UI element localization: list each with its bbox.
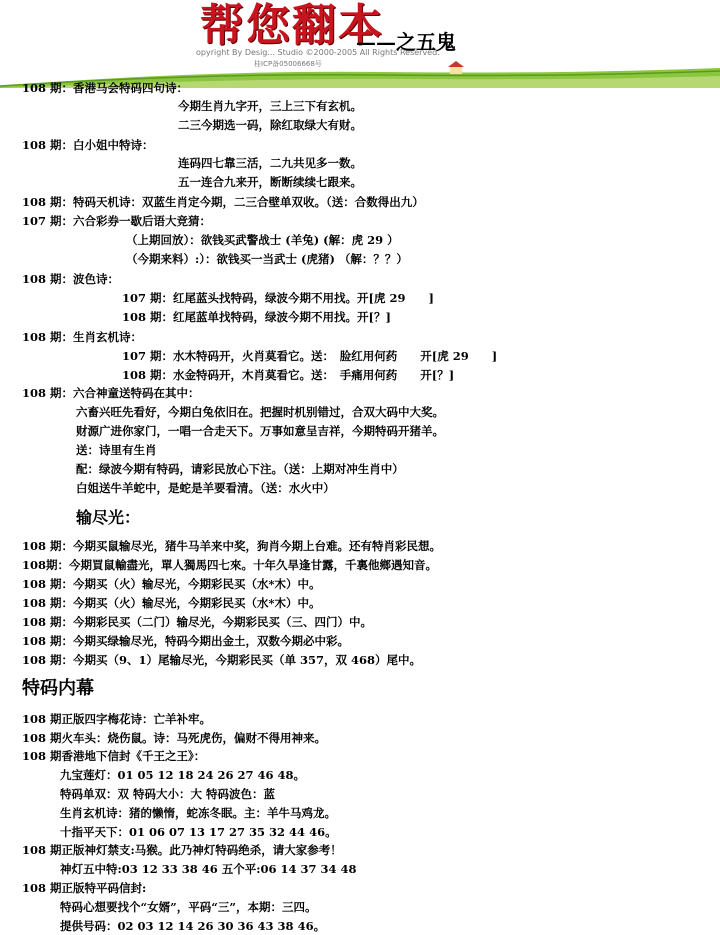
text-line: 108 期正版特平码信封: bbox=[22, 881, 147, 895]
text-line: 108 期正版神灯禁支:马猴。此乃神灯特码绝杀，请大家参考！ bbox=[22, 843, 342, 857]
text-line: 107 期：红尾蓝头找特码，绿波今期不用找。开[虎 29 ] bbox=[122, 291, 434, 305]
text-line: 108 期：六合神童送特码在其中： bbox=[22, 386, 200, 400]
page-title: 帮您翻本 bbox=[200, 0, 384, 51]
text-line: 神灯五中特:03 12 33 38 46 五个平:06 14 37 34 48 bbox=[60, 862, 357, 876]
text-line: 108 期：今期彩民买（二门）输尽光，今期彩民买（三、四门）中。 bbox=[22, 615, 373, 629]
text-line: 108 期：白小姐中特诗： bbox=[22, 138, 154, 152]
page-subtitle: ——之五鬼 bbox=[356, 30, 456, 54]
text-line: 108 期：今期买鼠输尽光，猪牛马羊来中奖，狗肖今期上台难。还有特肖彩民想。 bbox=[22, 539, 442, 553]
text-line: 107 期：六合彩券一歇后语大竞猜： bbox=[22, 214, 212, 228]
text-line: 108 期：红尾蓝单找特码，绿波今期不用找。开[？] bbox=[122, 310, 391, 324]
text-line: 特码心想要找个“女婿”，平码“三”，本期：三四。 bbox=[60, 900, 317, 914]
text-line: 连码四七靠三活，二九共见多一数。 bbox=[178, 156, 362, 170]
text-line: 九宝莲灯：01 05 12 18 24 26 27 46 48。 bbox=[60, 768, 306, 782]
text-line: 六畜兴旺先看好，今期白兔依旧在。把握时机别错过，合双大码中大奖。 bbox=[76, 405, 444, 419]
text-line: 白姐送牛羊蛇中，是蛇是羊要看清。（送：水火中） bbox=[76, 481, 335, 495]
text-line: 今期生肖九字开，三上三下有玄机。 bbox=[178, 99, 362, 113]
icp-number: 桂ICP备05006668号 bbox=[254, 60, 322, 68]
text-line: 财源广进你家门，一唱一合走天下。万事如意呈吉祥，今期特码开猪羊。 bbox=[76, 424, 444, 438]
text-line: 108 期火车头：烧伤鼠。诗：马死虎伤，偏财不得用神来。 bbox=[22, 731, 327, 745]
section-heading-lose-all: 输尽光： bbox=[76, 508, 141, 527]
text-line: 108 期：今期买（9、1）尾输尽光，今期彩民买（单 357，双 468）尾中。 bbox=[22, 653, 422, 667]
text-line: 五一连合九来开，断断续续七跟来。 bbox=[178, 175, 362, 189]
text-line: 108 期：今期买（火）输尽光，今期彩民买（水*木）中。 bbox=[22, 596, 321, 610]
section-heading-inside-info: 特码内幕 bbox=[22, 678, 94, 699]
text-line: 生肖玄机诗：猪的懒惰，蛇冻冬眠。主：羊牛马鸡龙。 bbox=[60, 806, 336, 820]
house-icon bbox=[446, 60, 466, 74]
text-line: 二三今期选一码，除红取绿大有财。 bbox=[178, 118, 362, 132]
text-line: 108 期：今期买绿输尽光，特码今期出金土，双数今期必中彩。 bbox=[22, 634, 350, 648]
text-line: （今期来料）:）：欲钱买一当武士 (虎猪) （解：？？） bbox=[126, 252, 408, 266]
page-header bbox=[0, 0, 720, 88]
text-line: （上期回放）：欲钱买武警战士 (羊兔) (解：虎 29 ） bbox=[126, 233, 399, 247]
text-line: 108 期正版四字梅花诗：亡羊补牢。 bbox=[22, 712, 212, 726]
text-line: 108期：今期買鼠輸盡光，單人獨馬四七來。十年久旱逢甘露，千裏他鄉遇知音。 bbox=[22, 558, 438, 572]
text-line: 108 期：香港马会特码四句诗： bbox=[22, 81, 189, 95]
text-line: 108 期：波色诗： bbox=[22, 272, 120, 286]
text-line: 配：绿波今期有特码，请彩民放心下注。（送：上期对冲生肖中） bbox=[76, 462, 404, 476]
text-line: 107 期：水木特码开，火肖莫看它。送： 脸红用何药 开[虎 29 ] bbox=[122, 349, 498, 363]
text-line: 108 期香港地下信封《千王之王》： bbox=[22, 749, 206, 763]
text-line: 送：诗里有生肖 bbox=[76, 443, 157, 457]
text-line: 108 期：特码天机诗：双蓝生肖定今期，二三合壁单双收。（送：合数得出九） bbox=[22, 195, 424, 209]
text-line: 十指平天下：01 06 07 13 17 27 35 32 44 46。 bbox=[60, 825, 337, 839]
text-line: 108 期：水金特码开，木肖莫看它。送： 手痛用何药 开[？] bbox=[122, 368, 455, 382]
text-line: 特码单双：双 特码大小：大 特码波色：蓝 bbox=[60, 787, 276, 801]
text-line: 108 期：生肖玄机诗： bbox=[22, 330, 143, 344]
text-line: 提供号码：02 03 12 14 26 30 36 43 38 46。 bbox=[60, 919, 326, 933]
copyright-notice: opyright By Desig... Studio ©2000-2005 All Rights Reserved. bbox=[196, 48, 440, 57]
text-line: 108 期：今期买（火）输尽光，今期彩民买（水*木）中。 bbox=[22, 577, 321, 591]
